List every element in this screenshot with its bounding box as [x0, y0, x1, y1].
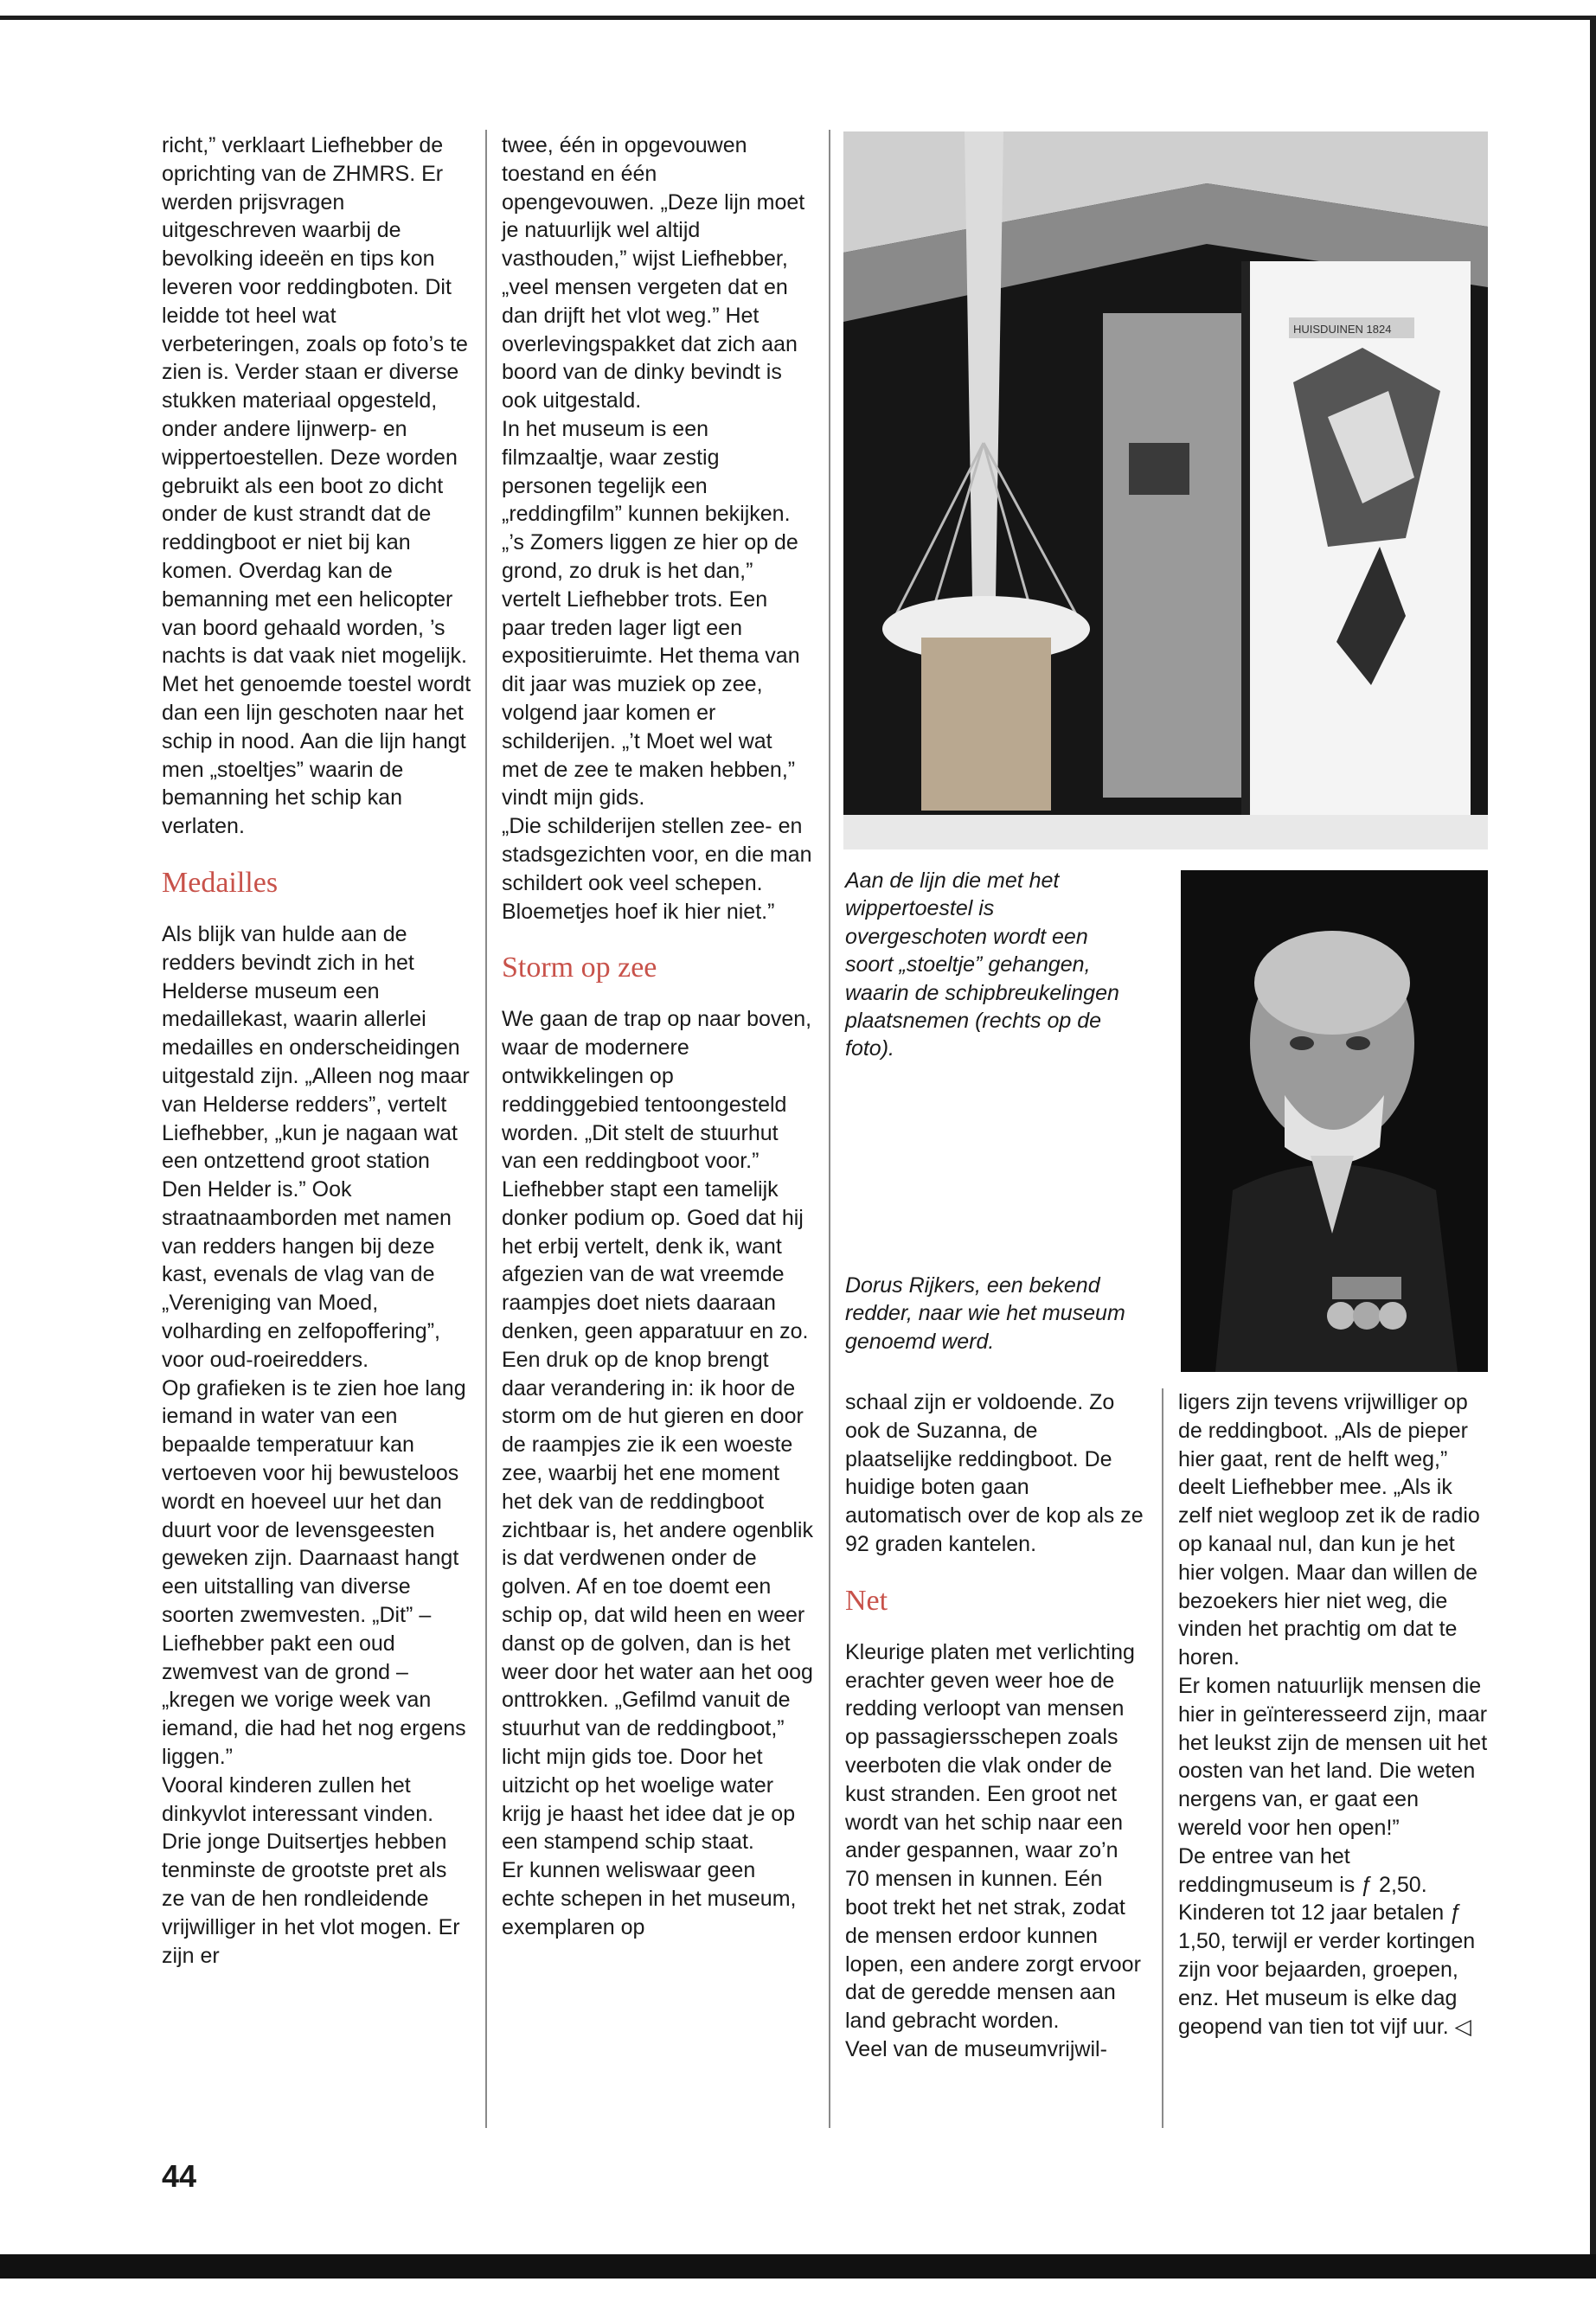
column-4: [1178, 1388, 1488, 2041]
photo-exhibition-breeches-buoy: [843, 131, 1488, 849]
column-1-paragraph: Als blijk van hulde aan de redders bevindt zich in het Helderse museum een medaillekast, waarin allerlei medailles en onderscheidingen uitgestald zijn. „Alleen nog maar van Helderse redders”, vertelt Liefhebber, „kun je nagaan wat een ontzettend groot station Den Helder is.” Ook straatnaamborden met namen van redders hangen bij deze kast, evenals de vlag van de „Vereniging van Moed, volharding en zelfopoffering”, voor oud-roeiredders.: [162, 921, 470, 1372]
portrait-illustration: [1181, 870, 1488, 1372]
column-rule: [1162, 1388, 1163, 2128]
column-4-paragraph: Er komen natuurlijk mensen die hier in geïnteresseerd zijn, maar het leukst zijn de mensen uit het oosten van het land. Die weten nergens van, er gaat een wereld voor hen open!”: [1178, 1673, 1488, 1840]
photo-sign-text: HUISDUINEN 1824: [1293, 323, 1392, 336]
photo-portrait-dorus-rijkers: [1181, 870, 1488, 1372]
photo-caption: [845, 1272, 1135, 1356]
column-3-paragraph: schaal zijn er voldoende. Zo ook de Suzanna, de plaatselijke reddingboot. De huidige boten gaan automatisch over de kop als ze 92 graden kantelen.: [845, 1390, 1144, 1556]
exhibition-photo-illustration: [843, 131, 1488, 849]
page-border-bottom: [0, 2254, 1596, 2279]
column-2: [502, 131, 813, 1942]
section-heading-net: Net: [845, 1584, 888, 1617]
photo-caption: [845, 867, 1135, 1063]
column-1-paragraph: richt,” verklaart Liefhebber de oprichting van de ZHMRS. Er werden prijsvragen uitgeschreven waarbij de bevolking ideeën en tips kon leveren voor reddingboten. Dit leidde tot heel wat verbeteringen, zoals op foto’s te zien is. Verder staan er diverse stukken materiaal opgesteld, onder andere lijnwerp- en wippertoestellen. Deze worden gebruikt als een boot zo dicht onder de kust strandt dat de reddingboot er niet bij kan komen. Overdag kan de bemanning met een helicopter van boord gehaald worden, ’s nachts is dat vaak niet mogelijk. Met het genoemde toestel wordt dan een lijn geschoten naar het schip in nood. Aan die lijn hangt men „stoeltjes” waarin de bemanning het schip kan verlaten.: [162, 133, 471, 839]
column-2-paragraph: Een druk op de knop brengt daar verandering in: ik hoor de storm om de hut gieren en door de raampjes zie ik een woeste zee, waarbij het ene moment het dek van de reddingboot zichtbaar is, het andere ogenblik is dat verdwenen onder de golven. Af en toe doemt een schip op, dat wild heen en weer danst op de golven, dan is het weer door het water aan het oog onttrokken. „Gefilmd vanuit de stuurhut van de reddingboot,” licht mijn gids toe. Door het uitzicht op het woelige water krijg je haast het idee dat je op een stampend schip staat.: [502, 1347, 813, 1855]
column-2-paragraph: Er kunnen weliswaar geen echte schepen in het museum, exemplaren op: [502, 1858, 797, 1939]
column-4-paragraph: ligers zijn tevens vrijwilliger op de reddingboot. „Als de pieper hier gaat, rent de helft weg,” deelt Liefhebber mee. „Als ik zelf niet wegloop zet ik de radio op kanaal nul, dan kun je het hier volgen. Maar dan willen de bezoekers hier niet weg, die vinden het prachtig om dat te horen.: [1178, 1390, 1480, 1670]
page-number: 44: [162, 2158, 197, 2194]
column-rule: [829, 130, 830, 2128]
caption-text: Dorus Rijkers, een bekend redder, naar wie het museum genoemd werd.: [845, 1273, 1125, 1354]
column-2-paragraph: twee, één in opgevouwen toestand en één opengevouwen. „Deze lijn moet je natuurlijk wel altijd vasthouden,” wijst Liefhebber, „veel mensen vergeten dat en dan drijft het vlot weg.” Het overlevingspakket dat zich aan boord van de dinky bevindt is ook uitgestald.: [502, 133, 805, 413]
column-2-paragraph: In het museum is een filmzaaltje, waar zestig personen tegelijk een „reddingfilm” kunnen bekijken. „’s Zomers liggen ze hier op de grond, zo druk is het dan,” vertelt Liefhebber trots. Een paar treden lager ligt een expositieruimte. Het thema van dit jaar was muziek op zee, volgend jaar komen er schilderijen. „’t Moet wel wat met de zee te maken hebben,” vindt mijn gids.: [502, 416, 800, 811]
column-2-paragraph: We gaan de trap op naar boven, waar de modernere ontwikkelingen op reddinggebied tentoongesteld worden. „Dit stelt de stuurhut van een reddingboot voor.” Liefhebber stapt een tamelijk donker podium op. Goed dat hij het erbij vertelt, denk ik, want afgezien van de wat vreemde raampjes doet niets daaraan denken, geen apparatuur en zo.: [502, 1007, 812, 1344]
section-heading-medailles: Medailles: [162, 866, 279, 899]
column-1-paragraph: Vooral kinderen zullen het dinkyvlot interessant vinden. Drie jonge Duitsertjes hebben tenminste de grootste pret als ze van de hen rondleidende vrijwilliger in het vlot mogen. Er zijn er: [162, 1772, 460, 1968]
column-2-paragraph: „Die schilderijen stellen zee- en stadsgezichten voor, en die man schildert ook veel schepen. Bloemetjes hoef ik hier niet.”: [502, 814, 812, 924]
column-1-paragraph: Op grafieken is te zien hoe lang iemand in water van een bepaalde temperatuur kan vertoeven voor hij bewusteloos wordt en hoeveel uur het dan duurt voor de levensgeesten geweken zijn. Daarnaast hangt een uitstalling van diverse soorten zwemvesten. „Dit” – Liefhebber pakt een oud zwemvest van de grond – „kregen we vorige week van iemand, die had het nog ergens liggen.”: [162, 1375, 466, 1770]
caption-text: Aan de lijn die met het wippertoestel is overgeschoten wordt een soort „stoeltje” gehangen, waarin de schipbreukelingen plaatsnemen (rechts op de foto).: [845, 868, 1119, 1061]
column-1: [162, 131, 473, 1970]
column-3-paragraph: Kleurige platen met verlichting erachter geven weer hoe de redding verloopt van mensen op passagiersschepen zoals veerboten die vlak onder de kust stranden. Een groot net wordt van het schip naar een ander gespannen, waar zo’n 70 mensen in kunnen. Eén boot trekt het net strak, zodat de mensen erdoor kunnen lopen, een andere zorgt ervoor dat de geredde mensen aan land gebracht worden.: [845, 1639, 1141, 2034]
page-border-top: [0, 16, 1596, 20]
column-rule: [485, 130, 487, 2128]
column-4-paragraph: De entree van het reddingmuseum is ƒ 2,50. Kinderen tot 12 jaar betalen ƒ 1,50, terwijl er verder kortingen zijn voor bejaarden, groepen, enz. Het museum is elke dag geopend van tien tot vijf uur. ◁: [1178, 1843, 1476, 2039]
column-3-paragraph: Veel van de museumvrijwil-: [845, 2036, 1107, 2061]
page-border-right: [1590, 16, 1596, 2278]
column-3: [845, 1388, 1148, 2064]
section-heading-storm-op-zee: Storm op zee: [502, 952, 657, 984]
